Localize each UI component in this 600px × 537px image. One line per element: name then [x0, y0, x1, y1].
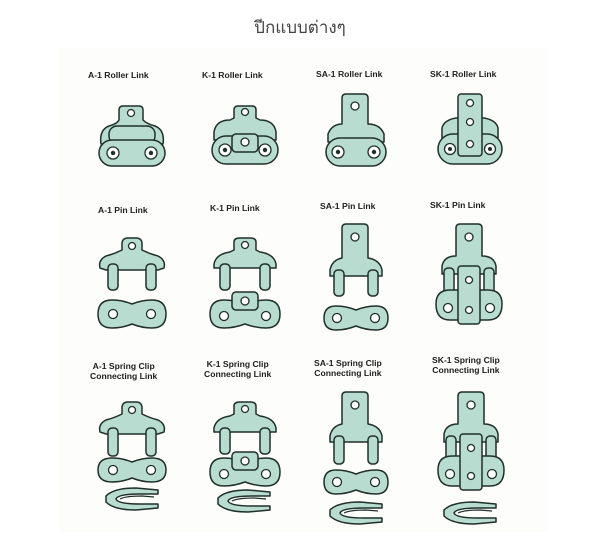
- label-k1-roller-link: K-1 Roller Link: [202, 70, 263, 80]
- label-sk1-roller-link: SK-1 Roller Link: [430, 69, 497, 79]
- label-sk1-spring-clip: SK-1 Spring Clip Connecting Link: [432, 355, 500, 375]
- a1-roller-link-drawing: [95, 104, 169, 172]
- label-k1-pin-link: K-1 Pin Link: [210, 203, 260, 213]
- k1-roller-link-drawing: [208, 104, 282, 170]
- sk1-pin-link-drawing: [432, 224, 508, 332]
- page-heading: ปีกแบบต่างๆ: [254, 18, 346, 38]
- chain-link-catalog-sheet: [58, 48, 548, 532]
- sa1-pin-link-drawing: [320, 224, 392, 336]
- sa1-spring-clip-link-drawing: [320, 392, 392, 528]
- k1-spring-clip-link-drawing: [208, 398, 282, 520]
- label-a1-roller-link: A-1 Roller Link: [88, 70, 149, 80]
- sk1-roller-link-drawing: [432, 94, 508, 170]
- label-sa1-roller-link: SA-1 Roller Link: [316, 69, 383, 79]
- sa1-roller-link-drawing: [320, 94, 392, 170]
- k1-pin-link-drawing: [208, 234, 282, 334]
- a1-spring-clip-link-drawing: [96, 398, 168, 520]
- label-a1-spring-clip: A-1 Spring Clip Connecting Link: [90, 361, 158, 381]
- sk1-spring-clip-link-drawing: [434, 392, 510, 528]
- label-k1-spring-clip: K-1 Spring Clip Connecting Link: [204, 359, 272, 379]
- label-sa1-pin-link: SA-1 Pin Link: [320, 201, 376, 211]
- a1-pin-link-drawing: [96, 234, 168, 334]
- label-sa1-spring-clip: SA-1 Spring Clip Connecting Link: [314, 358, 382, 378]
- label-a1-pin-link: A-1 Pin Link: [98, 205, 148, 215]
- label-sk1-pin-link: SK-1 Pin Link: [430, 200, 486, 210]
